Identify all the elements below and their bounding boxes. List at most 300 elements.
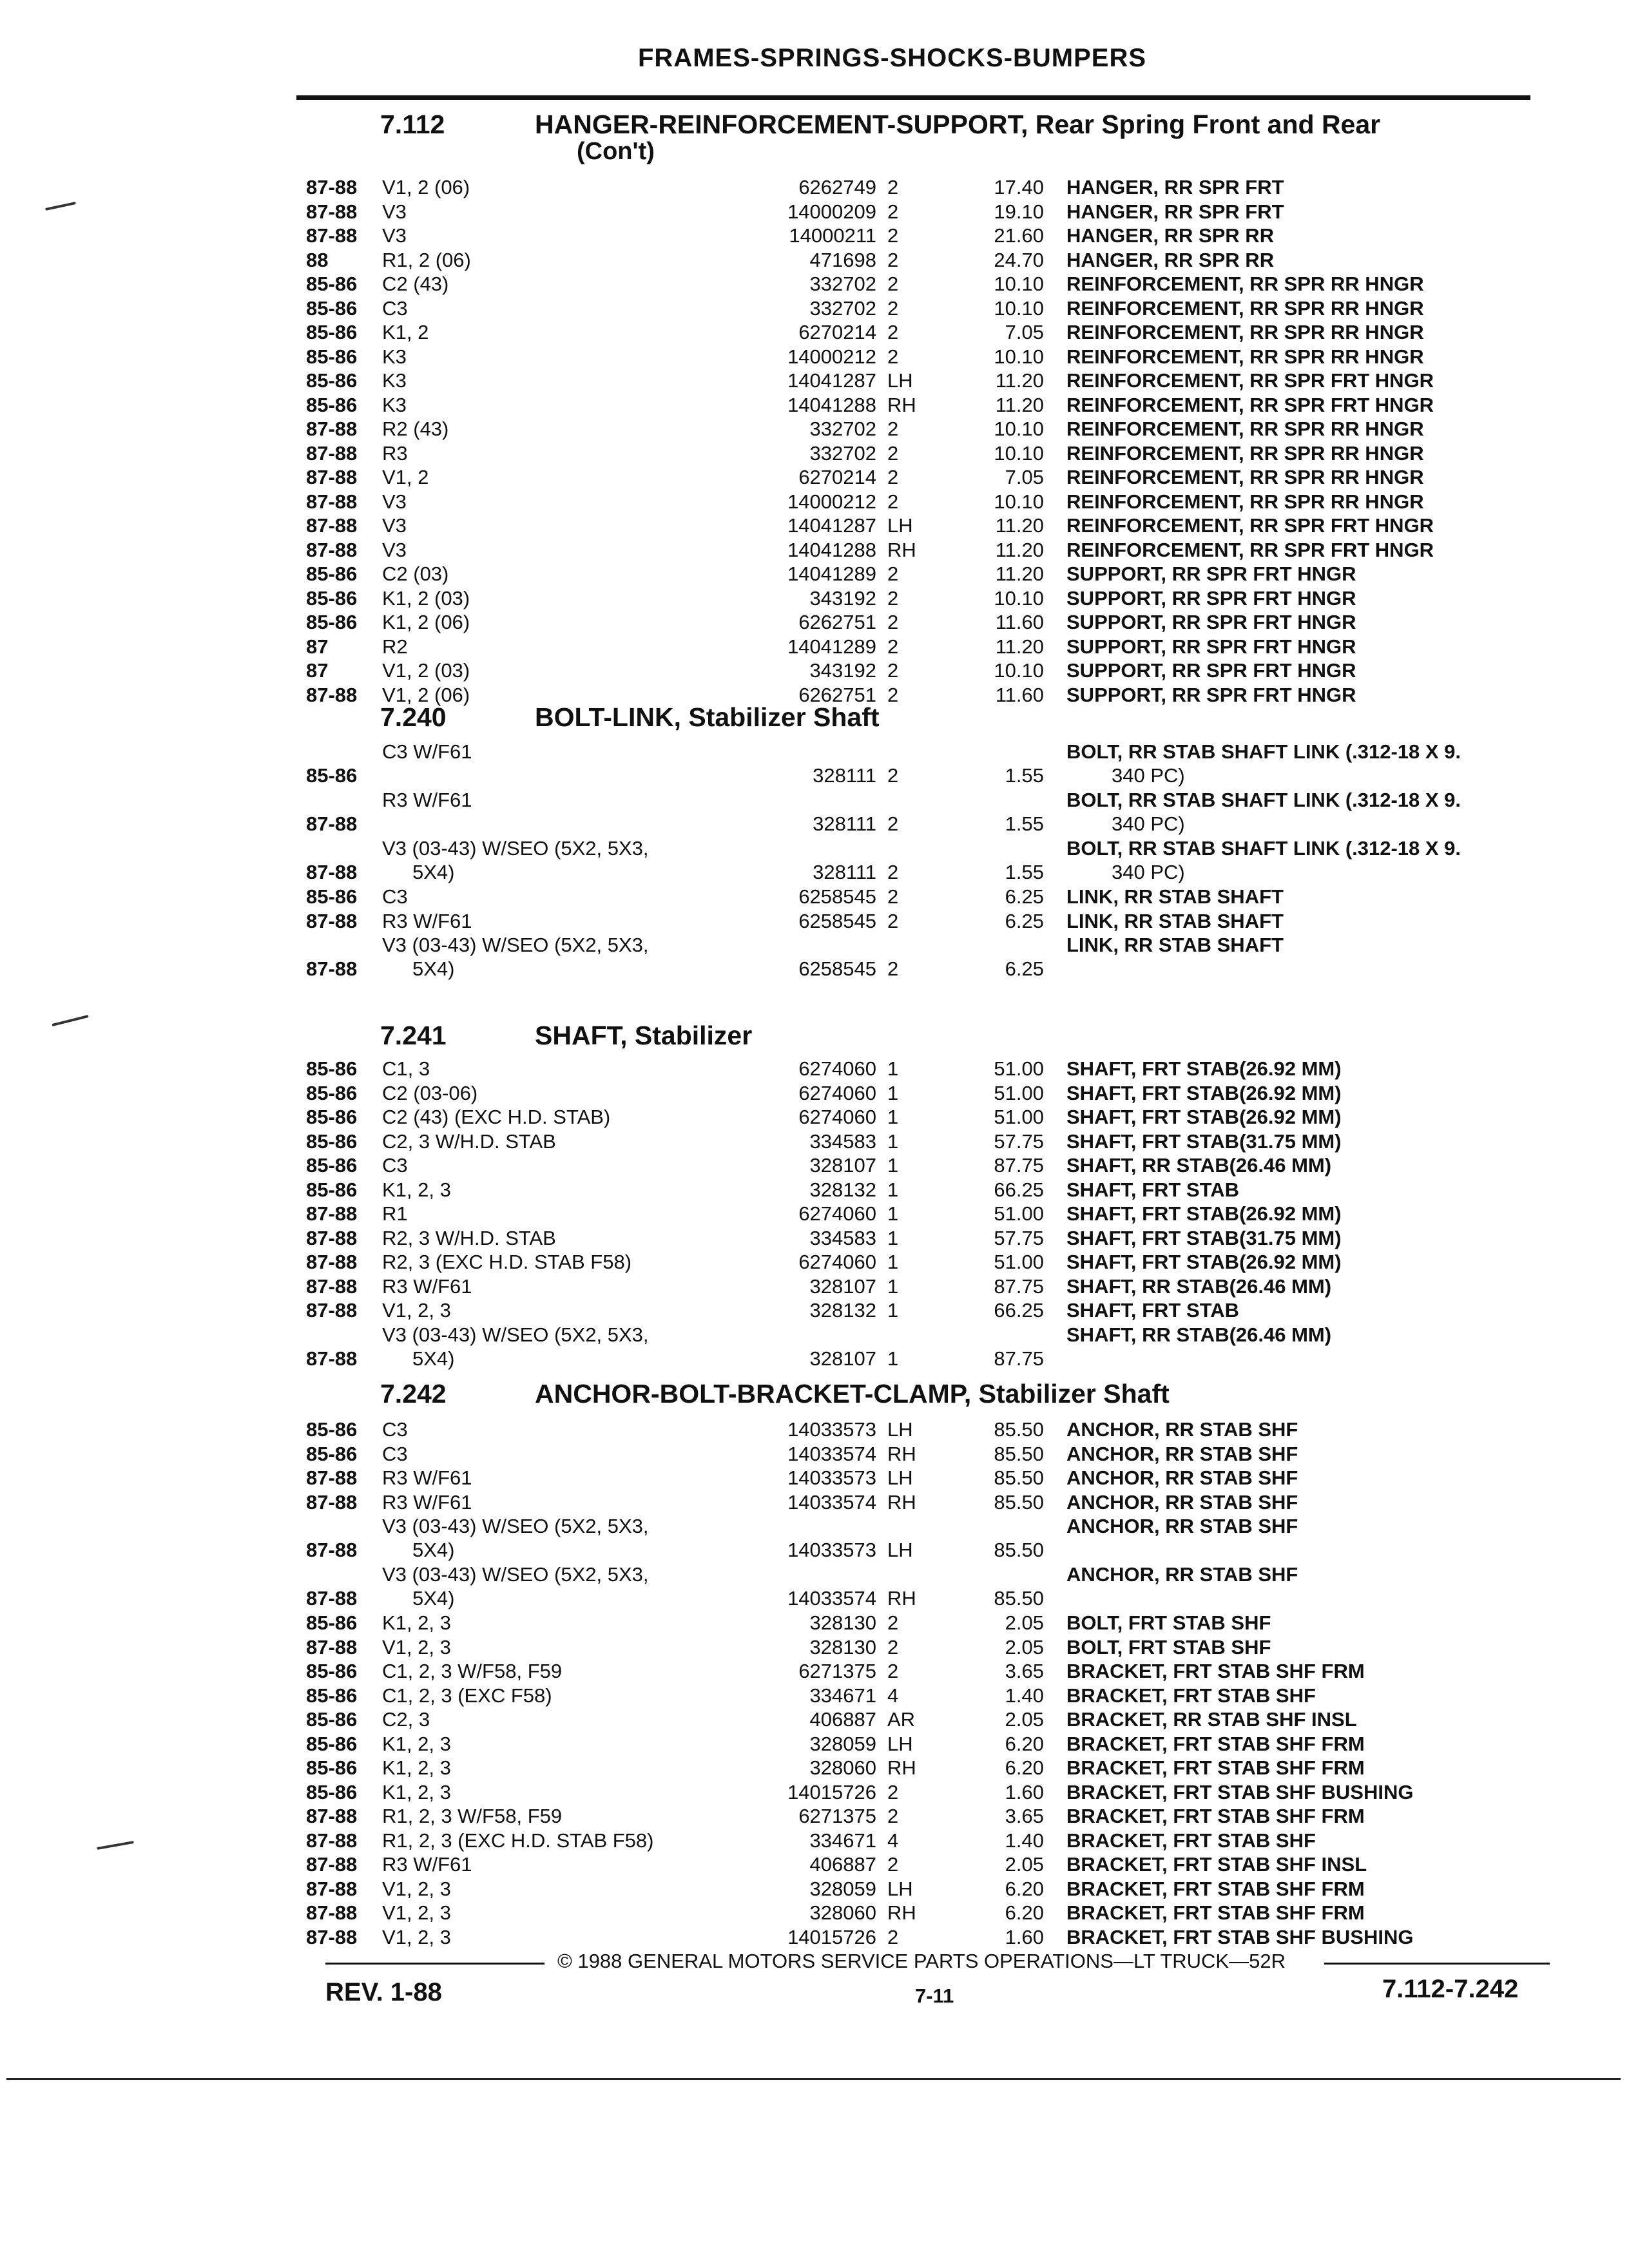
- header-rule: [296, 95, 1530, 100]
- quantity: 2: [887, 273, 899, 295]
- application-cont: 5X4): [412, 861, 455, 883]
- price: 11.20: [995, 635, 1044, 658]
- copyright-notice: © 1988 GENERAL MOTORS SERVICE PARTS OPERATIONS—LT TRUCK—52R: [557, 1950, 1286, 1972]
- model-years: 87-88: [306, 812, 358, 835]
- section-number: 7.242: [380, 1379, 447, 1408]
- price: 85.50: [994, 1539, 1044, 1561]
- scan-mark: [52, 1015, 88, 1026]
- application: R3 W/F61: [382, 1490, 472, 1514]
- price: 11.20: [995, 562, 1044, 585]
- model-years: 87-88: [306, 1853, 358, 1876]
- table-row: [306, 1756, 1556, 1780]
- model-years: 85-86: [306, 1057, 358, 1080]
- model-years: 85-86: [306, 1178, 358, 1201]
- description: ANCHOR, RR STAB SHF: [1066, 1442, 1298, 1465]
- description: ANCHOR, RR STAB SHF: [1066, 1515, 1298, 1537]
- quantity: 2: [887, 418, 899, 440]
- table-row: [306, 1562, 1556, 1611]
- price: 85.50: [994, 1490, 1044, 1514]
- quantity: 1: [887, 1081, 899, 1104]
- application: R3 W/F61: [382, 909, 472, 932]
- part-number: 328132: [809, 1178, 876, 1201]
- part-number: 14041288: [787, 538, 876, 561]
- price: 87.75: [994, 1154, 1044, 1177]
- price: 10.10: [994, 296, 1044, 320]
- model-years: 87-88: [306, 1274, 358, 1298]
- quantity: 2: [887, 1805, 899, 1827]
- description: SUPPORT, RR SPR FRT HNGR: [1066, 562, 1356, 585]
- description: SUPPORT, RR SPR FRT HNGR: [1066, 683, 1356, 706]
- model-years: 85-86: [306, 1660, 358, 1682]
- quantity: 2: [887, 909, 899, 932]
- application: V1, 2, 3: [382, 1925, 451, 1948]
- quantity: 1: [887, 1154, 899, 1177]
- table-row: [306, 465, 1556, 490]
- part-number: 6258545: [798, 885, 876, 908]
- quantity: LH: [887, 1466, 913, 1489]
- part-number: 6274060: [798, 1202, 876, 1225]
- table-row: [306, 320, 1556, 345]
- table-row: [306, 1153, 1556, 1178]
- part-number: 328059: [809, 1732, 876, 1755]
- description: REINFORCEMENT, RR SPR RR HNGR: [1066, 296, 1424, 320]
- description-cont: 340 PC): [1112, 812, 1185, 835]
- model-years: 85-86: [306, 1732, 358, 1755]
- table-row: [306, 417, 1556, 441]
- table-row: [306, 1490, 1556, 1515]
- part-number: 334671: [809, 1684, 876, 1707]
- part-number: 332702: [809, 418, 876, 440]
- table-row: [306, 1659, 1556, 1684]
- table-row: [306, 1901, 1556, 1925]
- model-years: 87-88: [306, 1299, 358, 1321]
- model-years: 87-88: [306, 1226, 358, 1249]
- part-number: 328111: [813, 764, 876, 787]
- table-row: [306, 788, 1556, 836]
- part-number: 332702: [809, 273, 876, 295]
- application: C3 W/F61: [382, 740, 472, 763]
- table-row: [306, 296, 1556, 321]
- part-number: 328132: [809, 1299, 876, 1321]
- part-number: 14015726: [787, 1925, 876, 1948]
- model-years: 85-86: [306, 1106, 358, 1128]
- table-row: [306, 1829, 1556, 1853]
- description: BRACKET, FRT STAB SHF FRM: [1066, 1901, 1365, 1924]
- quantity: 2: [887, 812, 899, 835]
- table-row: [306, 1178, 1556, 1202]
- model-years: 85-86: [306, 345, 358, 368]
- price: 10.10: [994, 345, 1044, 368]
- quantity: 4: [887, 1829, 899, 1852]
- price: 51.00: [994, 1202, 1044, 1225]
- description: LINK, RR STAB SHAFT: [1066, 909, 1284, 932]
- application: R1, 2, 3 (EXC H.D. STAB F58): [382, 1829, 654, 1852]
- description: SHAFT, RR STAB(26.46 MM): [1066, 1154, 1332, 1177]
- price: 3.65: [1005, 1805, 1044, 1827]
- model-years: 87-88: [306, 538, 358, 561]
- application: C2, 3 W/H.D. STAB: [382, 1129, 556, 1153]
- price: 66.25: [994, 1299, 1044, 1321]
- application: C1, 2, 3 (EXC F58): [382, 1684, 552, 1707]
- model-years: 85-86: [306, 1611, 358, 1634]
- quantity: 2: [887, 885, 899, 908]
- table-row: [306, 175, 1556, 200]
- description: BOLT, RR STAB SHAFT LINK (.312-18 X 9.: [1066, 740, 1461, 763]
- model-years: 85-86: [306, 1129, 358, 1153]
- model-years: 87-88: [306, 1829, 358, 1852]
- model-years: 87-88: [306, 514, 358, 537]
- table-row: [306, 885, 1556, 909]
- quantity: 2: [887, 1780, 899, 1803]
- description: BRACKET, FRT STAB SHF: [1066, 1684, 1316, 1707]
- model-years: 85-86: [306, 586, 358, 610]
- application: K3: [382, 369, 407, 392]
- price: 21.60: [994, 224, 1044, 247]
- price: 10.10: [994, 441, 1044, 465]
- section-title: SHAFT, Stabilizer: [535, 1021, 753, 1050]
- description: REINFORCEMENT, RR SPR RR HNGR: [1066, 490, 1424, 513]
- model-years: 87-88: [306, 1202, 358, 1225]
- price: 6.25: [1005, 909, 1044, 932]
- price: 11.20: [995, 514, 1044, 537]
- part-number: 332702: [809, 441, 876, 465]
- price: 1.55: [1005, 812, 1044, 835]
- description: ANCHOR, RR STAB SHF: [1066, 1490, 1298, 1514]
- table-row: [306, 393, 1556, 418]
- part-number: 334583: [809, 1129, 876, 1153]
- quantity: 4: [887, 1684, 899, 1707]
- model-years: 87-88: [306, 957, 358, 980]
- application: K1, 2 (03): [382, 586, 470, 610]
- price: 51.00: [994, 1251, 1044, 1273]
- part-number: 14041288: [787, 393, 876, 416]
- application: V1, 2, 3: [382, 1635, 451, 1658]
- section-number: 7.240: [380, 702, 447, 732]
- application: V3 (03-43) W/SEO (5X2, 5X3,: [382, 1515, 649, 1537]
- quantity: RH: [887, 1442, 916, 1465]
- table-row: [306, 1852, 1556, 1877]
- scan-mark: [97, 1841, 134, 1850]
- model-years: 87-88: [306, 1901, 358, 1924]
- application: R1, 2, 3 W/F58, F59: [382, 1805, 563, 1827]
- table-row: [306, 1514, 1556, 1562]
- quantity: AR: [887, 1708, 916, 1731]
- table-row: [306, 490, 1556, 514]
- table-row: [306, 610, 1556, 635]
- application: V1, 2, 3: [382, 1901, 451, 1924]
- description: REINFORCEMENT, RR SPR RR HNGR: [1066, 273, 1424, 295]
- table-row: [306, 1081, 1556, 1106]
- table-row: [306, 1732, 1556, 1756]
- model-years: 87-88: [306, 1539, 358, 1561]
- price: 6.20: [1005, 1877, 1044, 1900]
- description: REINFORCEMENT, RR SPR FRT HNGR: [1066, 369, 1434, 392]
- price: 10.10: [994, 490, 1044, 513]
- application-cont: 5X4): [412, 1539, 455, 1561]
- section-7242-heading: [303, 1379, 1527, 1420]
- section-title: BOLT-LINK, Stabilizer Shaft: [535, 702, 880, 732]
- model-years: 88: [306, 248, 329, 271]
- model-years: 87-88: [306, 1587, 358, 1610]
- price: 17.40: [994, 176, 1044, 198]
- application: C2 (03): [382, 562, 449, 585]
- part-number: 6274060: [798, 1251, 876, 1273]
- quantity: 1: [887, 1274, 899, 1298]
- description: SUPPORT, RR SPR FRT HNGR: [1066, 659, 1356, 682]
- application: V3: [382, 490, 407, 513]
- application: K3: [382, 345, 407, 368]
- application-cont: 5X4): [412, 957, 455, 980]
- model-years: 87-88: [306, 861, 358, 883]
- description: HANGER, RR SPR RR: [1066, 248, 1275, 271]
- quantity: 2: [887, 200, 899, 223]
- quantity: 2: [887, 345, 899, 368]
- part-number: 471698: [809, 248, 876, 271]
- model-years: 85-86: [306, 1081, 358, 1104]
- price: 87.75: [994, 1347, 1044, 1370]
- price: 2.05: [1005, 1611, 1044, 1634]
- part-number: 14000212: [787, 345, 876, 368]
- quantity: 2: [887, 321, 899, 343]
- model-years: 85-86: [306, 764, 358, 787]
- model-years: 85-86: [306, 885, 358, 908]
- application: R3 W/F61: [382, 1274, 472, 1298]
- part-number: 334671: [809, 1829, 876, 1852]
- part-number: 14000209: [787, 200, 876, 223]
- quantity: 2: [887, 861, 899, 883]
- model-years: 87-88: [306, 1635, 358, 1658]
- description: ANCHOR, RR STAB SHF: [1066, 1466, 1298, 1489]
- part-number: 328107: [809, 1347, 876, 1370]
- table-row: [306, 933, 1556, 981]
- price: 85.50: [994, 1466, 1044, 1489]
- description: SUPPORT, RR SPR FRT HNGR: [1066, 611, 1356, 633]
- part-number: 14033574: [787, 1490, 876, 1514]
- table-row: [306, 224, 1556, 248]
- model-years: 87-88: [306, 224, 358, 247]
- description: REINFORCEMENT, RR SPR FRT HNGR: [1066, 393, 1434, 416]
- model-years: 87: [306, 659, 329, 682]
- model-years: 85-86: [306, 321, 358, 343]
- description: REINFORCEMENT, RR SPR RR HNGR: [1066, 441, 1424, 465]
- model-years: 87-88: [306, 176, 358, 198]
- quantity: 2: [887, 1635, 899, 1658]
- description: BRACKET, FRT STAB SHF BUSHING: [1066, 1780, 1414, 1803]
- table-row: [306, 248, 1556, 273]
- quantity: 2: [887, 1660, 899, 1682]
- description: SHAFT, FRT STAB(26.92 MM): [1066, 1106, 1342, 1128]
- description: ANCHOR, RR STAB SHF: [1066, 1418, 1298, 1441]
- description: BRACKET, FRT STAB SHF FRM: [1066, 1805, 1365, 1827]
- price: 11.60: [995, 611, 1044, 633]
- price: 1.60: [1005, 1780, 1044, 1803]
- part-number: 328130: [809, 1611, 876, 1634]
- description: SUPPORT, RR SPR FRT HNGR: [1066, 635, 1356, 658]
- part-number: 6271375: [798, 1660, 876, 1682]
- part-number: 328107: [809, 1274, 876, 1298]
- part-number: 14041287: [787, 514, 876, 537]
- application: R3 W/F61: [382, 1853, 472, 1876]
- description: SHAFT, FRT STAB(26.92 MM): [1066, 1251, 1342, 1273]
- model-years: 87-88: [306, 1925, 358, 1948]
- price: 6.25: [1005, 885, 1044, 908]
- model-years: 87-88: [306, 909, 358, 932]
- quantity: 1: [887, 1106, 899, 1128]
- model-years: 85-86: [306, 369, 358, 392]
- price: 51.00: [994, 1081, 1044, 1104]
- application: K1, 2, 3: [382, 1611, 451, 1634]
- quantity: 2: [887, 683, 899, 706]
- model-years: 87-88: [306, 683, 358, 706]
- price: 6.25: [1005, 957, 1044, 980]
- application: V1, 2 (03): [382, 659, 470, 682]
- table-row: [306, 1804, 1556, 1829]
- part-number: 406887: [809, 1708, 876, 1731]
- model-years: 87-88: [306, 1805, 358, 1827]
- description: SHAFT, RR STAB(26.46 MM): [1066, 1323, 1332, 1346]
- quantity: 2: [887, 957, 899, 980]
- price: 10.10: [994, 659, 1044, 682]
- model-years: 87-88: [306, 418, 358, 440]
- application-cont: 5X4): [412, 1347, 455, 1370]
- quantity: 1: [887, 1347, 899, 1370]
- part-number: 328130: [809, 1635, 876, 1658]
- table-row: [306, 538, 1556, 562]
- model-years: 85-86: [306, 1708, 358, 1731]
- quantity: RH: [887, 393, 916, 416]
- price: 11.20: [995, 393, 1044, 416]
- application: V3 (03-43) W/SEO (5X2, 5X3,: [382, 837, 649, 860]
- part-number: 406887: [809, 1853, 876, 1876]
- quantity: LH: [887, 1877, 913, 1900]
- part-number: 14033573: [787, 1466, 876, 1489]
- description: BOLT, FRT STAB SHF: [1066, 1635, 1271, 1658]
- section-number: 7.112: [380, 110, 445, 139]
- part-number: 14033574: [787, 1587, 876, 1610]
- price: 66.25: [994, 1178, 1044, 1201]
- table-row: [306, 1418, 1556, 1442]
- description: BRACKET, FRT STAB SHF INSL: [1066, 1853, 1367, 1876]
- quantity: 2: [887, 490, 899, 513]
- price: 11.60: [995, 683, 1044, 706]
- quantity: LH: [887, 514, 913, 537]
- application: V1, 2, 3: [382, 1299, 451, 1321]
- parts-table-7112: [306, 175, 1556, 707]
- quantity: RH: [887, 538, 916, 561]
- price: 1.40: [1005, 1684, 1044, 1707]
- price: 7.05: [1005, 321, 1044, 343]
- description: BOLT, RR STAB SHAFT LINK (.312-18 X 9.: [1066, 789, 1461, 811]
- model-years: 87-88: [306, 1877, 358, 1900]
- table-row: [306, 562, 1556, 586]
- quantity: 2: [887, 1925, 899, 1948]
- application: K1, 2, 3: [382, 1780, 451, 1803]
- table-row: [306, 1635, 1556, 1660]
- page-number: 7-11: [915, 1984, 954, 2007]
- quantity: LH: [887, 1732, 913, 1755]
- price: 51.00: [994, 1106, 1044, 1128]
- table-row: [306, 1466, 1556, 1490]
- model-years: 87: [306, 635, 329, 658]
- price: 7.05: [1005, 466, 1044, 488]
- part-number: 6271375: [798, 1805, 876, 1827]
- price: 87.75: [994, 1274, 1044, 1298]
- table-row: [306, 1298, 1556, 1323]
- price: 6.20: [1005, 1756, 1044, 1779]
- application: K1, 2, 3: [382, 1732, 451, 1755]
- application: C3: [382, 1442, 408, 1465]
- footer-rule-left: [325, 1963, 545, 1965]
- part-number: 334583: [809, 1226, 876, 1249]
- quantity: 2: [887, 248, 899, 271]
- part-number: 14041287: [787, 369, 876, 392]
- scan-mark: [45, 202, 76, 211]
- price: 1.40: [1005, 1829, 1044, 1852]
- table-row: [306, 1226, 1556, 1251]
- table-row: [306, 1274, 1556, 1299]
- description: SHAFT, FRT STAB: [1066, 1178, 1240, 1201]
- parts-table-7240: [306, 740, 1556, 981]
- quantity: 2: [887, 635, 899, 658]
- model-years: 85-86: [306, 1442, 358, 1465]
- price: 11.20: [995, 369, 1044, 392]
- table-row: [306, 514, 1556, 538]
- description: REINFORCEMENT, RR SPR FRT HNGR: [1066, 514, 1434, 537]
- quantity: RH: [887, 1490, 916, 1514]
- application: V1, 2: [382, 466, 429, 488]
- description: ANCHOR, RR STAB SHF: [1066, 1563, 1298, 1586]
- application: C2 (43): [382, 273, 449, 295]
- section-7240-heading: [303, 702, 1527, 744]
- part-number: 14033573: [787, 1418, 876, 1441]
- model-years: 87-88: [306, 466, 358, 488]
- application: V1, 2 (06): [382, 683, 470, 706]
- section-title-continued: (Con't): [577, 138, 655, 165]
- revision-label: REV. 1-88: [325, 1978, 442, 2006]
- table-row: [306, 1105, 1556, 1129]
- quantity: LH: [887, 1418, 913, 1441]
- application: V1, 2, 3: [382, 1877, 451, 1900]
- part-number: 6262751: [798, 611, 876, 633]
- application: R2, 3 W/H.D. STAB: [382, 1226, 556, 1249]
- description: BRACKET, FRT STAB SHF FRM: [1066, 1756, 1365, 1779]
- table-row: [306, 740, 1556, 788]
- application: V3: [382, 538, 407, 561]
- application: R3: [382, 441, 408, 465]
- quantity: RH: [887, 1587, 916, 1610]
- model-years: 85-86: [306, 393, 358, 416]
- price: 6.20: [1005, 1901, 1044, 1924]
- description: LINK, RR STAB SHAFT: [1066, 934, 1284, 956]
- application: V1, 2 (06): [382, 176, 470, 198]
- part-number: 6270214: [798, 466, 876, 488]
- part-number: 14000212: [787, 490, 876, 513]
- quantity: 1: [887, 1057, 899, 1080]
- description: REINFORCEMENT, RR SPR RR HNGR: [1066, 418, 1424, 440]
- application: V3: [382, 200, 407, 223]
- section-title: ANCHOR-BOLT-BRACKET-CLAMP, Stabilizer Shaft: [535, 1379, 1170, 1408]
- table-row: [306, 200, 1556, 224]
- application: K3: [382, 393, 407, 416]
- part-number: 6262749: [798, 176, 876, 198]
- part-number: 6274060: [798, 1081, 876, 1104]
- application: K1, 2, 3: [382, 1178, 451, 1201]
- application: C1, 2, 3 W/F58, F59: [382, 1660, 563, 1682]
- quantity: 1: [887, 1178, 899, 1201]
- price: 2.05: [1005, 1635, 1044, 1658]
- description: REINFORCEMENT, RR SPR FRT HNGR: [1066, 538, 1434, 561]
- application: V3 (03-43) W/SEO (5X2, 5X3,: [382, 1323, 649, 1346]
